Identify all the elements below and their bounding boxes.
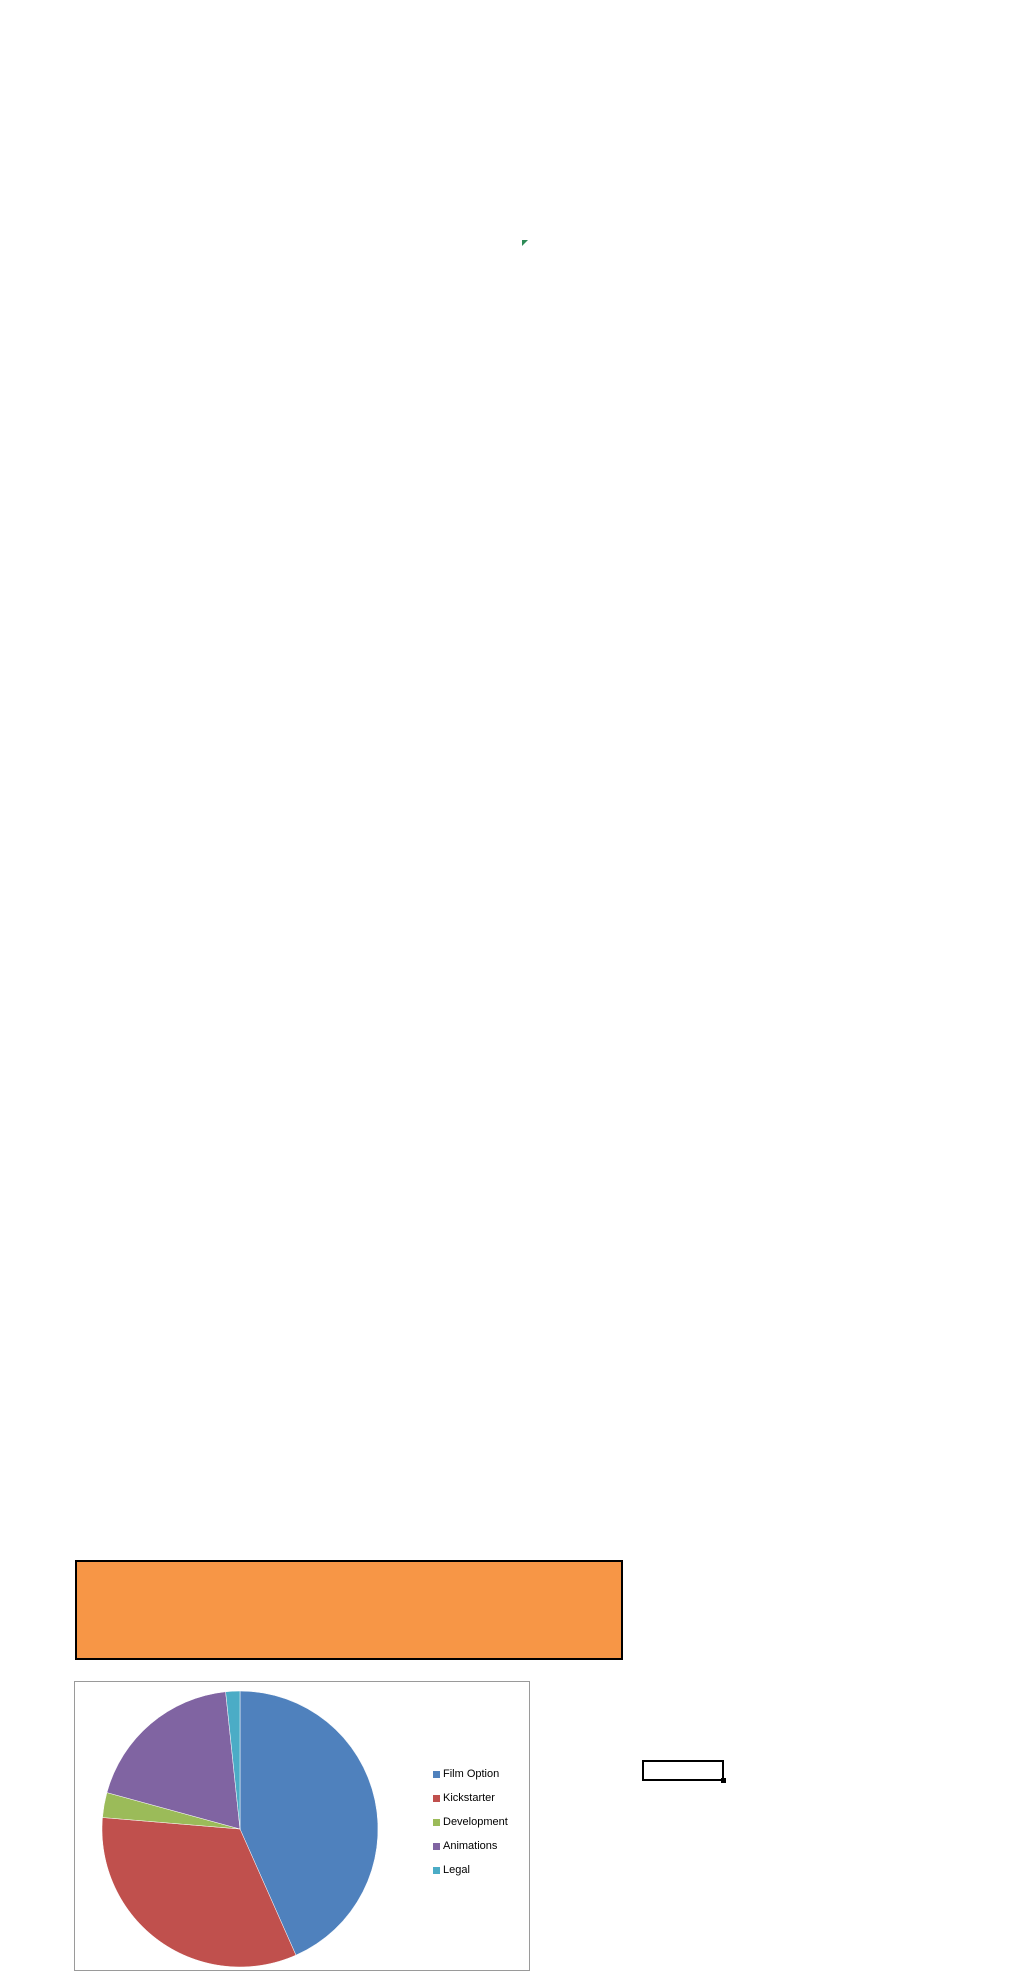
legend-swatch <box>433 1771 440 1778</box>
legend-label: Legal <box>443 1864 470 1876</box>
legend-item[interactable] <box>433 1838 497 1854</box>
legend-label: Kickstarter <box>443 1792 495 1804</box>
legend-item[interactable] <box>433 1790 495 1806</box>
legend-label: Development <box>443 1816 508 1828</box>
summary-block <box>75 1560 623 1660</box>
legend-item[interactable] <box>433 1814 508 1830</box>
comment-indicator-icon[interactable] <box>522 240 528 246</box>
legend-label: Film Option <box>443 1768 500 1780</box>
pie-chart[interactable] <box>74 1681 530 1971</box>
legend-swatch <box>433 1819 440 1826</box>
legend-swatch <box>433 1867 440 1874</box>
legend-item[interactable] <box>433 1766 499 1782</box>
legend-swatch <box>433 1843 440 1850</box>
selected-cell[interactable] <box>642 1760 724 1781</box>
legend-label: Animations <box>443 1840 498 1852</box>
legend-item[interactable] <box>433 1862 470 1878</box>
legend-swatch <box>433 1795 440 1802</box>
